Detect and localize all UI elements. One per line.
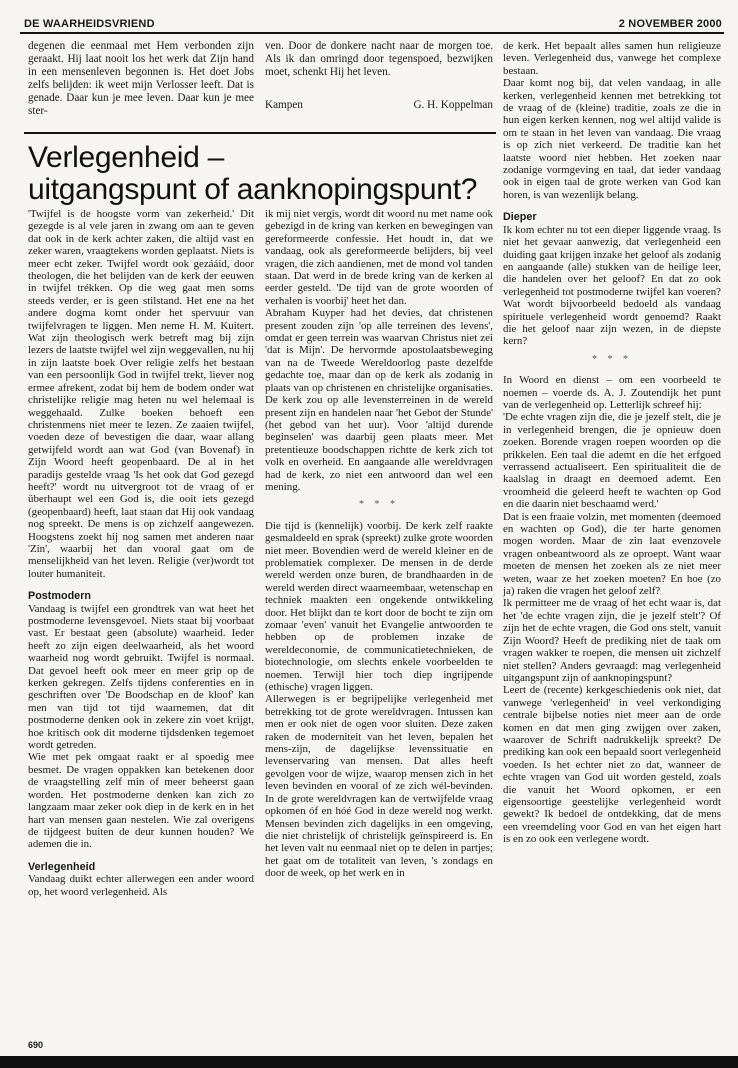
continuation-text-2: ven. Door de donkere nacht naar de morgen toe. Als ik dan omringd door tegenspoed, bezwijken moet, schenkt Hij het leven. xyxy=(265,40,493,78)
section-break-stars: * * * xyxy=(359,499,399,511)
continuation-text-1: degenen die eenmaal met Hem verbonden zijn geraakt. Hij laat nooit los het werk dat Zijn hand in een mensenleven begonnen is. Het doet Jobs zelfs belijden: ik weet mijn Verlosser leeft. Dat is genade. Daar kun je mee leven. Daar kun je mee ster- xyxy=(28,40,254,117)
issue-date: 2 NOVEMBER 2000 xyxy=(618,18,722,30)
col2-paragraph-2: Abraham Kuyper had het devies, dat christenen present zouden zijn 'op alle terreinen des levens', omdat er geen terrein was waarvan Christus niet zei 'dat is Mijn'. De hervormde apostolaatsbeweging van na de Tweede Wereldoorlog paste dezelfde gedachte toe, maar dan op de kerk als zodanig in plaats van op christenen en christelijke organisaties. De kerk zou op alle levensterreinen in de wereld present zijn en handelen naar 'het Gebot der Stunde' (het gebod van het uur). Voor 'altijd durende beginselen' was daarbij geen plaats meer. Met pretentieuze boodschappen richtte de kerk zich tot volk en overheid. En aangaande alle wereldvragen had de kerk, zo niet een antwoord dan wel een mening. xyxy=(265,307,493,493)
article-separator-rule xyxy=(24,132,496,134)
col3-paragraph-5: Ik permitteer me de vraag of het echt waar is, dat het 'de echte vragen zijn, die je jezelf stelt'? Of zijn het de echte vragen, die God ons stelt, vanuit Zijn Woord? Heeft de prediking niet de taak om vragen wakker te roepen, die mensen uit zichzelf niet stellen? Anders gevraagd: mag verlegenheid uitgangspunt zijn of aanknopingspunt? xyxy=(503,597,721,684)
subhead-dieper: Dieper xyxy=(503,211,537,224)
header-rule xyxy=(20,32,724,34)
postmodern-paragraph-1: Vandaag is twijfel een grondtrek van wat heet het postmoderne levensgevoel. Niets staat bij voorbaat vast. Er bestaat geen (absolute) waarheid. Ieder heeft zo zijn eigen deelwaarheid, als het woord waarheid nog wordt gebruikt. Twijfel is normaal. Dat gevoel heeft ook meer en meer grip op de kerken gekregen. Zelfs tijdens conferenties en in geschriften over 'De Boodschap en de kloof' kan men van tijd tot tijd waarnemen, dat dit postmoderne denken ook in zekere zin voet krijgt, hoe kritisch ook dit moderne tijdsdenken tegemoet wordt getreden. xyxy=(28,602,254,752)
col3-paragraph-6: Leert de (recente) kerkgeschiedenis ook niet, dat vanwege 'verlegenheid' in veel verkondiging centrale bijbelse noties niet meer aan de orde komen en dat men ging zwijgen over zaken, waarover de Schrift nadrukkelijk spreekt? De prediking kan ook een bepaald soort verlegenheid voeden. Is het echter niet zo dat, wanneer de echte vragen van God uit worden gesteld, zoals die vanuit het Woord opkomen, er een eigensoortige geestelijke verlegenheid wordt gewekt? Ik bedoel de ontdekking, dat de mens een vreemdeling voor God en van het eigen hart is en zo ook een verlegene wordt. xyxy=(503,684,721,846)
dieper-paragraph: Ik kom echter nu tot een dieper liggende vraag. Is niet het gevaar aanwezig, dat verlegenheid een duiding gaat krijgen inzake het geloof als zodanig en aangaande (alle) stukken van de heilige leer, die handelen over het geloof? En dat zo ook verlegenheid tot postmoderne twijfel kan voeren? Wat wordt bijvoorbeeld bedoeld als vandaag spirituele verlegenheid wordt genoemd? Raakt die het geloof naar zijn wezen, in de diepste kern? xyxy=(503,223,721,348)
quote-paragraph: 'De echte vragen zijn die, die je jezelf stelt, die je in verlegenheid brengen, die je opnieuw doen zoeken. Borende vragen roepen woorden op die prikkelen. Een taal die ademt en die het erfgoed verrassend actualiseert. Een spiritualiteit die de kaalslag in draagt en deemoed ademt. Een vroomheid die geleerd heeft te wachten op God en die daarin niet beschaamd werd.' xyxy=(503,411,721,511)
signature-name: G. H. Koppelman xyxy=(413,98,493,111)
article-title xyxy=(28,142,498,206)
top-column-1 xyxy=(28,40,254,117)
title-line-1: Verlegenheid – xyxy=(28,141,224,174)
title-line-2: uitgangspunt of aanknopingspunt? xyxy=(28,173,478,206)
signature xyxy=(265,99,493,112)
col3-paragraph-2: Daar komt nog bij, dat velen vandaag, in alle kerken, verlegenheid kennen met betrekking tot de vraag of de (kleine) traditie, zoals ze die in hun eigen kerken kennen, nog wel altijd valide is om te staan in het leven van vandaag. Die vraag is op zich niet verkeerd. De traditie kan het laatste woord niet hebben. Het zoeken naar zodanige vormgeving en taal, dat ieder vandaag ook in eigen taal de grote werken van God kan horen, is van wezenlijk belang. xyxy=(503,77,721,201)
publication-name: DE WAARHEIDSVRIEND xyxy=(24,18,155,30)
intro-paragraph: 'Twijfel is de hoogste vorm van zekerheid.' Dit gezegde is al vele jaren in zwang om aan te geven dat ook in de kerk achter zaken, die altijd vast en zeker waren, vraagtekens worden geplaatst. Niets is meer echt zeker. Twijfel wordt ook gezááid, door theologen, die het belijden van de kerk der eeuwen in twijfel trékken. Op die weg gaat men soms steeds verder, er is geen stilstand. Het ene na het andere dogma komt onder het spervuur van twijfelvragen te liggen. Men neme H. M. Kuitert. Wat zijn theologisch werk betreft mag bij zijn lezers de laatste twijfel wel zijn weggevallen, nu hij in zijn laatste boek Over religie zelfs het bestaan van een persoonlijk God in twijfel trekt, liever nog ermee afrekent, zodat bij hem de bodem onder wat christelijke religie mag heten nu wel helemaal is weggehaald. Zulke boeken behoeft een christenmens niet meer te lezen. Ze zaaien twijfel, voeden deze of bevestigen die daar, waar allang getwijfeld wordt aan wat God (van Bovenaf) in Zijn Woord heeft geopenbaard. De al in het paradijs gestelde vraag 'Is het ook dat God gezegd heeft?' wordt nu uitvergroot tot de vraag of er überhaupt wel een God is, die ooit iets gezegd (geopenbaard) heeft, laat staan dat Hij ook vandaag nog spreekt. De mens is op zichzelf aangewezen. Hoogstens zoekt hij nog samen met anderen naar 'Zin', waarbij het dan vooral gaat om de menselijkheid van het leven. Religie (ver)wordt tot louter humaniteit. xyxy=(28,208,254,580)
subhead-verlegenheid: Verlegenheid xyxy=(28,860,96,873)
section-break-stars-2: * * * xyxy=(592,353,632,365)
article-column-1 xyxy=(28,208,254,898)
col2-paragraph-3: Die tijd is (kennelijk) voorbij. De kerk zelf raakte gesmaldeeld en sprak (spreekt) zulke grote woorden niet meer. Bovendien werd de wereld kleiner en de problematiek complexer. De mensen in de derde wereld werden onze buren, de brandhaarden in de wereld werden direct waarneembaar, wetenschap en techniek maakten een ongekende ontwikkeling door. Het blijkt dan te kort door de bocht te zijn om zomaar 'even' vanuit het Evangelie antwoorden te hebben op de problemen inzake de wereldeconomie, de communicatietechnieken, de biotechnologie, om slechts enkele voorbeelden te noemen. Terwijl hier toch diep ingrijpende (ethische) vragen liggen. xyxy=(265,519,493,694)
article-column-3 xyxy=(503,40,721,846)
col2-paragraph-1: ik mij niet vergis, wordt dit woord nu met name ook gebezigd in de kring van kerken en bewegingen van gereformeerde confessie. Het houdt in, dat we vandaag, ook als gereformeerde belijders, bij veel vragen, die zich aandienen, met de mond vol tanden staan. Dat werd in de brede kring van de kerken al eerder gesteld. 'De tijd van de grote woorden of verhalen is voorbij' heet het dan. xyxy=(265,208,493,307)
col3-paragraph-3: In Woord en dienst – om een voorbeeld te noemen – voerde ds. A. J. Zoutendijk het punt van de verlegenheid op. Letterlijk schreef hij: xyxy=(503,374,721,411)
top-column-2 xyxy=(265,40,493,112)
running-head xyxy=(24,16,722,32)
col3-paragraph-1: de kerk. Het bepaalt alles samen hun religieuze leven. Verlegenheid dus, vanwege het complexe bestaan. xyxy=(503,40,721,77)
page-number: 690 xyxy=(28,1040,44,1050)
col2-paragraph-4: Allerwegen is er begrijpelijke verlegenheid met betrekking tot de grote wereldvragen. Intussen kan men er ook niet de ogen voor sluiten. Deze zaken raken de moderniteit van het leven, bepalen het mens-zijn, de dagelijkse levenssituatie en levenservaring van mensen. Dat alles heeft gevolgen voor de wijze, waarop mensen zich in het leven bevinden en vooral of ze zich wél-bevinden. In de grote wereldvragen kan de vertwijfelde vraag opkomen óf en hóé God in deze wereld nog werkt. Mensen bevinden zich dagelijks in een omgeving, die niet christelijk of christelijk geïnspireerd is. En het leven valt nu eenmaal niet op te delen in partjes; het gaat om de totaliteit van leven, 's zondags en door de week, op het werk en in xyxy=(265,693,493,880)
col3-paragraph-4: Dat is een fraaie volzin, met momenten (deemoed en wachten op God), die ter harte genomen mogen worden. Maar de zin laat evenzovele vragen onbeantwoord als ze oproept. Want waar moeten de mensen het zoeken als ze niet meer weten, waar ze het zoeken moeten? En hoe (zo ja) raken die vragen het geloof zelf? xyxy=(503,510,721,598)
signature-place: Kampen xyxy=(265,98,303,111)
article-column-2 xyxy=(265,208,493,880)
scan-bottom-edge xyxy=(0,1056,738,1068)
verlegenheid-paragraph: Vandaag duikt echter allerwegen een ander woord op, het woord verlegenheid. Als xyxy=(28,873,254,898)
postmodern-paragraph-2: Wie met pek omgaat raakt er al spoedig mee besmet. De vragen oppakken kan betekenen door de vraagstelling zelf min of meer beheerst gaan worden. Het postmoderne denken kan zich zo langzaam maar zeker ook diep in de kerk en in het hart van mensen gaan nestelen. Wie zal overigens de tijdgeest buiten de deur kunnen houden? We ademen die in. xyxy=(28,751,254,851)
subhead-postmodern: Postmodern xyxy=(28,590,91,603)
